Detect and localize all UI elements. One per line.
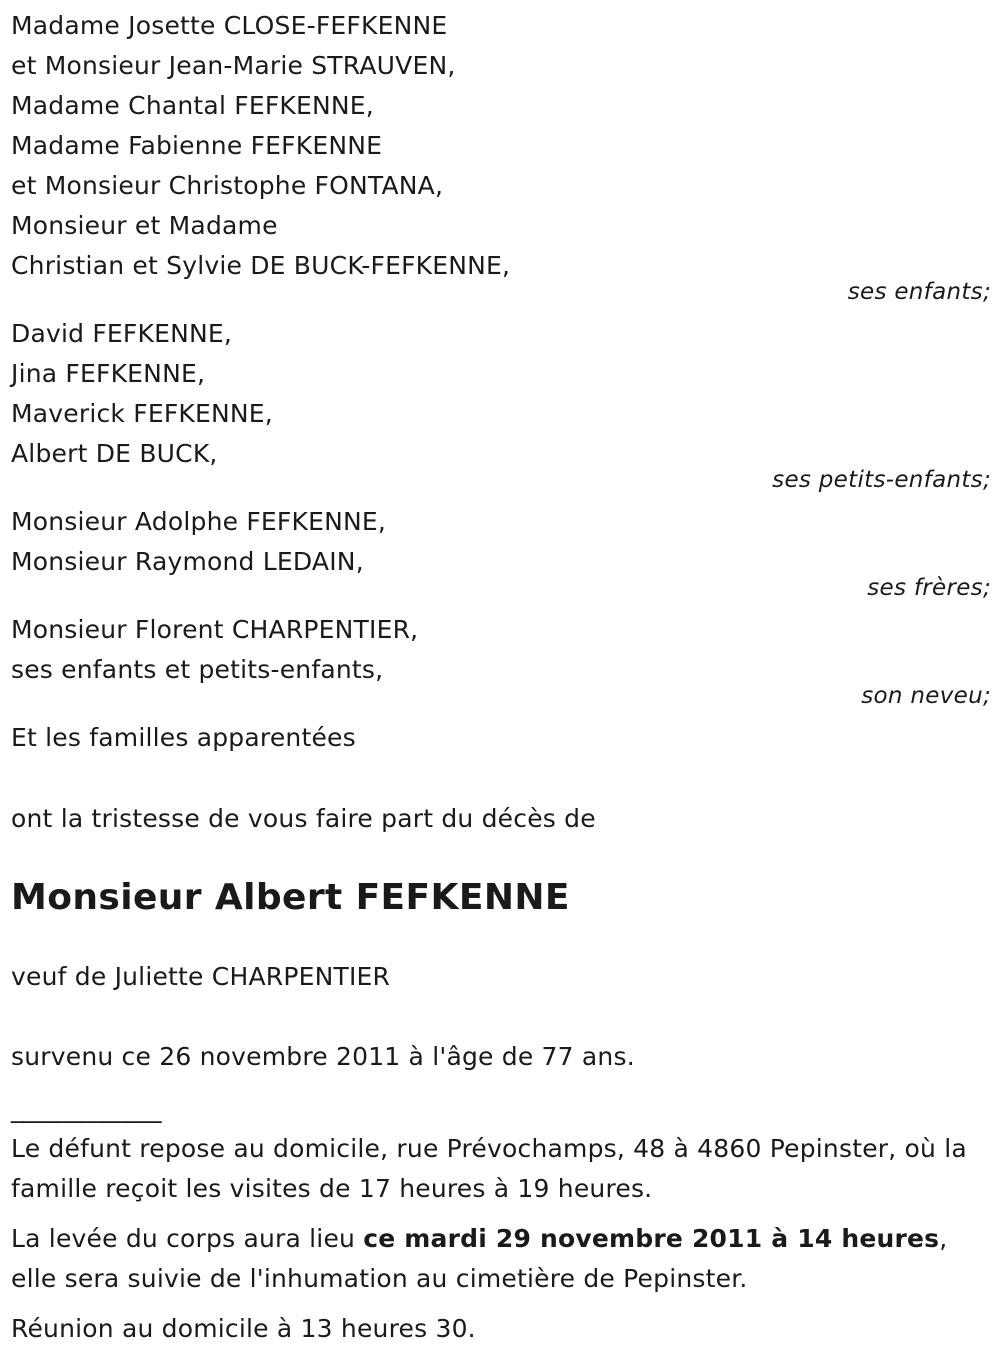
family-name-line: Christian et Sylvie DE BUCK-FEFKENNE, [11, 251, 511, 280]
related-families-line: Et les familles apparentées [11, 723, 356, 752]
nephew-group [11, 610, 991, 709]
family-name-line: Monsieur Raymond LEDAIN, [11, 547, 364, 576]
deceased-name: Monsieur Albert FEFKENNE [11, 877, 570, 918]
family-name-line: Jina FEFKENNE, [11, 359, 206, 388]
children-group [11, 6, 991, 305]
funeral-paragraph [11, 1219, 991, 1299]
family-name-line: Monsieur et Madame [11, 211, 278, 240]
visitation-paragraph: Le défunt repose au domicile, rue Prévochamps, 48 à 4860 Pepinster, où la famille reçoit les visites de 17 heures à 19 heures. [11, 1134, 967, 1203]
death-date-line: survenu ce 26 novembre 2011 à l'âge de 77 ans. [11, 1042, 635, 1071]
family-name-line: et Monsieur Christophe FONTANA, [11, 171, 444, 200]
family-name-line: Madame Chantal FEFKENNE, [11, 91, 374, 120]
relation-label-children: ses enfants; [847, 279, 991, 305]
announcement-intro: ont la tristesse de vous faire part du décès de [11, 804, 596, 833]
family-name-line: Monsieur Adolphe FEFKENNE, [11, 507, 387, 536]
family-name-line: et Monsieur Jean-Marie STRAUVEN, [11, 51, 456, 80]
family-name-line: Madame Fabienne FEFKENNE [11, 131, 383, 160]
family-name-line: Monsieur Florent CHARPENTIER, [11, 615, 419, 644]
obituary-notice [11, 6, 991, 1349]
family-name-line: David FEFKENNE, [11, 319, 233, 348]
relation-label-siblings: ses frères; [867, 575, 991, 601]
separator-line: _____________ [11, 1094, 161, 1123]
reunion-paragraph: Réunion au domicile à 13 heures 30. [11, 1314, 476, 1343]
siblings-group [11, 502, 991, 601]
widower-line: veuf de Juliette CHARPENTIER [11, 962, 391, 991]
family-name-line: Albert DE BUCK, [11, 439, 218, 468]
relation-label-grandchildren: ses petits-enfants; [772, 467, 991, 493]
family-name-line: ses enfants et petits-enfants, [11, 655, 384, 684]
family-name-line: Madame Josette CLOSE-FEFKENNE [11, 11, 448, 40]
funeral-text-after: , elle sera suivie de l'inhumation au cimetière de Pepinster. [11, 1224, 948, 1293]
grandchildren-group [11, 314, 991, 493]
funeral-date-time: ce mardi 29 novembre 2011 à 14 heures [363, 1224, 940, 1253]
relation-label-nephew: son neveu; [861, 683, 991, 709]
family-name-line: Maverick FEFKENNE, [11, 399, 273, 428]
funeral-text-before: La levée du corps aura lieu [11, 1224, 364, 1253]
